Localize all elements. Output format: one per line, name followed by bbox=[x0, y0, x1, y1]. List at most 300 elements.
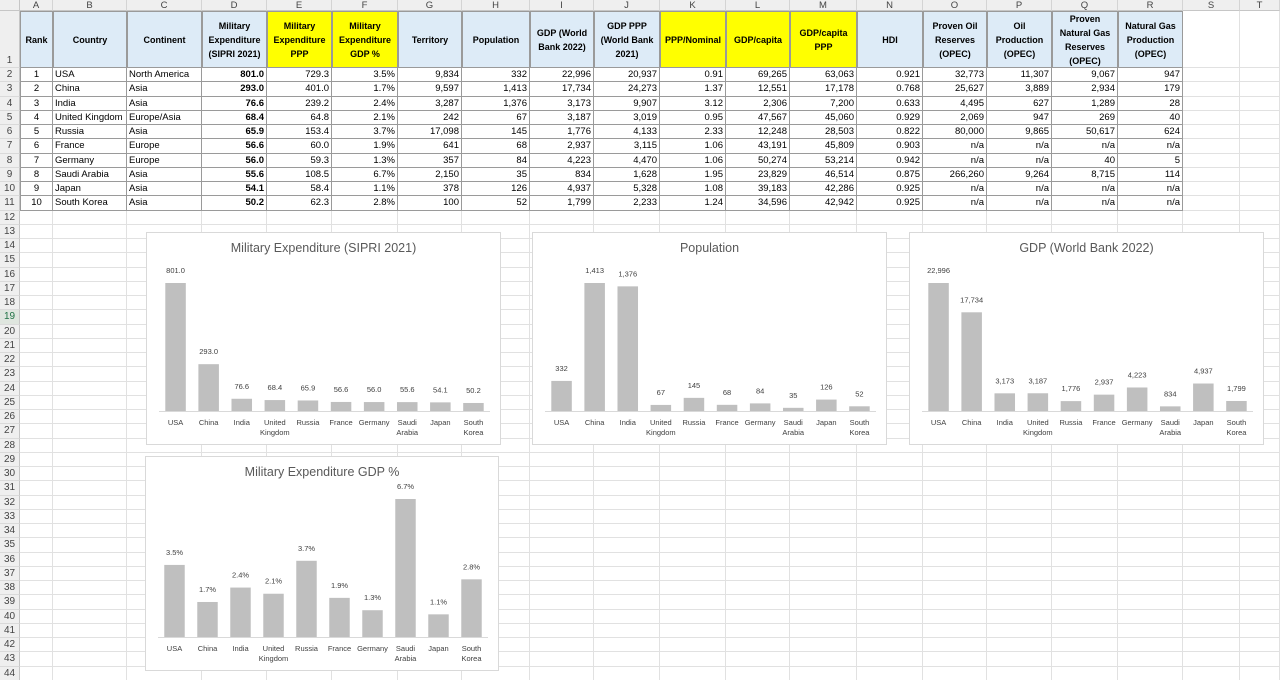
table-cell[interactable]: 293.0 bbox=[202, 82, 267, 96]
bar[interactable] bbox=[230, 588, 250, 637]
row-header[interactable]: 38 bbox=[0, 581, 20, 595]
table-cell[interactable]: 179 bbox=[1118, 82, 1183, 96]
table-cell[interactable]: Asia bbox=[127, 82, 202, 96]
table-cell[interactable]: 76.6 bbox=[202, 97, 267, 111]
row-header[interactable]: 2 bbox=[0, 68, 20, 82]
bar[interactable] bbox=[849, 406, 870, 411]
header-cell[interactable]: Military Expenditure GDP % bbox=[332, 11, 398, 68]
table-cell[interactable]: Asia bbox=[127, 196, 202, 210]
table-cell[interactable]: 54.1 bbox=[202, 182, 267, 196]
table-cell[interactable]: 3.5% bbox=[332, 68, 398, 82]
table-cell[interactable]: 4,495 bbox=[923, 97, 987, 111]
bar[interactable] bbox=[362, 610, 382, 637]
bar[interactable] bbox=[684, 398, 705, 411]
table-cell[interactable]: 43,191 bbox=[726, 139, 790, 153]
row-header[interactable]: 43 bbox=[0, 652, 20, 666]
bar[interactable] bbox=[298, 400, 319, 411]
row-header[interactable]: 23 bbox=[0, 367, 20, 381]
table-cell[interactable]: 100 bbox=[398, 196, 462, 210]
table-cell[interactable]: Japan bbox=[53, 182, 127, 196]
table-cell[interactable]: 3,287 bbox=[398, 97, 462, 111]
table-cell[interactable]: 84 bbox=[462, 154, 530, 168]
table-cell[interactable]: n/a bbox=[987, 154, 1052, 168]
bar[interactable] bbox=[584, 283, 605, 411]
table-cell[interactable]: 12,248 bbox=[726, 125, 790, 139]
header-cell[interactable]: Rank bbox=[20, 11, 53, 68]
table-cell[interactable]: 64.8 bbox=[267, 111, 332, 125]
table-cell[interactable]: 53,214 bbox=[790, 154, 857, 168]
table-cell[interactable]: Asia bbox=[127, 125, 202, 139]
chart-population[interactable] bbox=[532, 232, 887, 445]
table-cell[interactable]: 28,503 bbox=[790, 125, 857, 139]
table-cell[interactable]: 1.9% bbox=[332, 139, 398, 153]
header-cell[interactable]: Military Expenditure (SIPRI 2021) bbox=[202, 11, 267, 68]
table-cell[interactable]: 20,937 bbox=[594, 68, 660, 82]
table-cell[interactable]: 3,115 bbox=[594, 139, 660, 153]
table-cell[interactable]: 46,514 bbox=[790, 168, 857, 182]
table-cell[interactable]: USA bbox=[53, 68, 127, 82]
table-cell[interactable]: Asia bbox=[127, 182, 202, 196]
table-cell[interactable]: 4,937 bbox=[530, 182, 594, 196]
row-header[interactable]: 40 bbox=[0, 610, 20, 624]
select-all-corner[interactable] bbox=[0, 0, 20, 11]
table-cell[interactable]: 12,551 bbox=[726, 82, 790, 96]
table-cell[interactable]: 1,413 bbox=[462, 82, 530, 96]
table-cell[interactable]: 2,306 bbox=[726, 97, 790, 111]
table-cell[interactable]: n/a bbox=[987, 182, 1052, 196]
bar[interactable] bbox=[717, 405, 738, 411]
bar[interactable] bbox=[463, 403, 484, 411]
table-cell[interactable]: 60.0 bbox=[267, 139, 332, 153]
row-header[interactable]: 31 bbox=[0, 481, 20, 495]
table-cell[interactable]: 0.95 bbox=[660, 111, 726, 125]
header-cell[interactable]: Continent bbox=[127, 11, 202, 68]
bar[interactable] bbox=[165, 283, 186, 411]
table-cell[interactable]: 34,596 bbox=[726, 196, 790, 210]
table-cell[interactable]: 3 bbox=[20, 97, 53, 111]
table-cell[interactable]: 3.7% bbox=[332, 125, 398, 139]
table-cell[interactable]: 5 bbox=[20, 125, 53, 139]
bar[interactable] bbox=[617, 286, 638, 411]
column-header[interactable]: E bbox=[267, 0, 332, 11]
table-cell[interactable]: 9,865 bbox=[987, 125, 1052, 139]
bar[interactable] bbox=[430, 402, 451, 411]
header-cell[interactable]: GDP PPP (World Bank 2021) bbox=[594, 11, 660, 68]
table-cell[interactable]: 4 bbox=[20, 111, 53, 125]
table-cell[interactable]: 357 bbox=[398, 154, 462, 168]
header-cell[interactable]: Population bbox=[462, 11, 530, 68]
row-header[interactable]: 44 bbox=[0, 667, 20, 680]
table-cell[interactable]: Saudi Arabia bbox=[53, 168, 127, 182]
table-cell[interactable]: 2,069 bbox=[923, 111, 987, 125]
table-cell[interactable]: Russia bbox=[53, 125, 127, 139]
row-header[interactable]: 41 bbox=[0, 624, 20, 638]
table-cell[interactable]: 0.929 bbox=[857, 111, 923, 125]
bar[interactable] bbox=[1193, 384, 1214, 411]
table-cell[interactable]: 145 bbox=[462, 125, 530, 139]
row-header[interactable]: 39 bbox=[0, 595, 20, 609]
table-cell[interactable]: 6 bbox=[20, 139, 53, 153]
table-cell[interactable]: United Kingdom bbox=[53, 111, 127, 125]
bar[interactable] bbox=[994, 393, 1015, 411]
bar[interactable] bbox=[816, 400, 837, 411]
table-cell[interactable]: 1.06 bbox=[660, 139, 726, 153]
table-cell[interactable]: 947 bbox=[987, 111, 1052, 125]
bar[interactable] bbox=[750, 403, 771, 411]
header-cell[interactable]: HDI bbox=[857, 11, 923, 68]
bar[interactable] bbox=[329, 598, 349, 637]
table-cell[interactable]: 56.0 bbox=[202, 154, 267, 168]
table-cell[interactable]: n/a bbox=[923, 139, 987, 153]
table-cell[interactable]: 11,307 bbox=[987, 68, 1052, 82]
table-cell[interactable]: 0.925 bbox=[857, 196, 923, 210]
table-cell[interactable]: North America bbox=[127, 68, 202, 82]
table-cell[interactable]: 1.1% bbox=[332, 182, 398, 196]
row-header[interactable]: 37 bbox=[0, 567, 20, 581]
table-cell[interactable]: South Korea bbox=[53, 196, 127, 210]
bar[interactable] bbox=[395, 499, 415, 637]
table-cell[interactable]: 65.9 bbox=[202, 125, 267, 139]
row-header[interactable]: 25 bbox=[0, 396, 20, 410]
table-cell[interactable]: 0.925 bbox=[857, 182, 923, 196]
row-header[interactable]: 33 bbox=[0, 510, 20, 524]
table-cell[interactable]: 2,934 bbox=[1052, 82, 1118, 96]
column-header[interactable]: Q bbox=[1052, 0, 1118, 11]
table-cell[interactable]: 58.4 bbox=[267, 182, 332, 196]
row-header[interactable]: 27 bbox=[0, 424, 20, 438]
table-cell[interactable]: 1,799 bbox=[530, 196, 594, 210]
table-cell[interactable]: 1.06 bbox=[660, 154, 726, 168]
table-cell[interactable]: 50,274 bbox=[726, 154, 790, 168]
table-cell[interactable]: 35 bbox=[462, 168, 530, 182]
row-header[interactable]: 28 bbox=[0, 439, 20, 453]
table-cell[interactable]: 32,773 bbox=[923, 68, 987, 82]
table-cell[interactable]: 7 bbox=[20, 154, 53, 168]
bar[interactable] bbox=[263, 594, 283, 637]
row-header[interactable]: 35 bbox=[0, 538, 20, 552]
table-cell[interactable]: 40 bbox=[1118, 111, 1183, 125]
table-cell[interactable]: 9 bbox=[20, 182, 53, 196]
table-cell[interactable]: China bbox=[53, 82, 127, 96]
table-cell[interactable]: 378 bbox=[398, 182, 462, 196]
table-cell[interactable]: n/a bbox=[1052, 139, 1118, 153]
table-cell[interactable]: 1,376 bbox=[462, 97, 530, 111]
table-cell[interactable]: 52 bbox=[462, 196, 530, 210]
table-cell[interactable]: 4,470 bbox=[594, 154, 660, 168]
bar[interactable] bbox=[783, 408, 804, 411]
table-cell[interactable]: India bbox=[53, 97, 127, 111]
bar[interactable] bbox=[197, 602, 217, 637]
table-cell[interactable]: 153.4 bbox=[267, 125, 332, 139]
row-header[interactable]: 5 bbox=[0, 111, 20, 125]
row-header[interactable]: 22 bbox=[0, 353, 20, 367]
table-cell[interactable]: 239.2 bbox=[267, 97, 332, 111]
table-cell[interactable]: n/a bbox=[1118, 139, 1183, 153]
header-cell[interactable]: Military Expenditure PPP bbox=[267, 11, 332, 68]
table-cell[interactable]: 5 bbox=[1118, 154, 1183, 168]
table-cell[interactable]: 25,627 bbox=[923, 82, 987, 96]
table-cell[interactable]: 47,567 bbox=[726, 111, 790, 125]
table-cell[interactable]: n/a bbox=[1118, 182, 1183, 196]
row-header[interactable]: 30 bbox=[0, 467, 20, 481]
table-cell[interactable]: n/a bbox=[987, 196, 1052, 210]
table-cell[interactable]: 0.942 bbox=[857, 154, 923, 168]
table-cell[interactable]: 2.1% bbox=[332, 111, 398, 125]
table-cell[interactable]: Europe bbox=[127, 139, 202, 153]
bar[interactable] bbox=[1160, 406, 1181, 411]
table-cell[interactable]: 10 bbox=[20, 196, 53, 210]
column-header[interactable]: R bbox=[1118, 0, 1183, 11]
table-cell[interactable]: 9,597 bbox=[398, 82, 462, 96]
table-cell[interactable]: Europe/Asia bbox=[127, 111, 202, 125]
table-cell[interactable]: 50.2 bbox=[202, 196, 267, 210]
bar[interactable] bbox=[364, 402, 385, 411]
table-cell[interactable]: 269 bbox=[1052, 111, 1118, 125]
table-cell[interactable]: 0.875 bbox=[857, 168, 923, 182]
table-cell[interactable]: Asia bbox=[127, 168, 202, 182]
table-cell[interactable]: 1.3% bbox=[332, 154, 398, 168]
table-cell[interactable]: 50,617 bbox=[1052, 125, 1118, 139]
table-cell[interactable]: 1,628 bbox=[594, 168, 660, 182]
table-cell[interactable]: 55.6 bbox=[202, 168, 267, 182]
table-cell[interactable]: 42,286 bbox=[790, 182, 857, 196]
table-cell[interactable]: 17,734 bbox=[530, 82, 594, 96]
bar[interactable] bbox=[164, 565, 184, 637]
table-cell[interactable]: 947 bbox=[1118, 68, 1183, 82]
row-header[interactable]: 6 bbox=[0, 125, 20, 139]
table-cell[interactable]: 68 bbox=[462, 139, 530, 153]
row-header[interactable]: 9 bbox=[0, 168, 20, 182]
table-cell[interactable]: 6.7% bbox=[332, 168, 398, 182]
row-header[interactable]: 14 bbox=[0, 239, 20, 253]
column-header[interactable]: H bbox=[462, 0, 530, 11]
table-cell[interactable]: 641 bbox=[398, 139, 462, 153]
table-cell[interactable]: n/a bbox=[1052, 196, 1118, 210]
column-header[interactable]: F bbox=[332, 0, 398, 11]
table-cell[interactable]: 729.3 bbox=[267, 68, 332, 82]
table-cell[interactable]: 69,265 bbox=[726, 68, 790, 82]
header-cell[interactable]: GDP/capita bbox=[726, 11, 790, 68]
table-cell[interactable]: 1.7% bbox=[332, 82, 398, 96]
table-cell[interactable]: 80,000 bbox=[923, 125, 987, 139]
column-header[interactable]: G bbox=[398, 0, 462, 11]
column-header[interactable]: N bbox=[857, 0, 923, 11]
table-cell[interactable]: 0.91 bbox=[660, 68, 726, 82]
table-cell[interactable]: 45,809 bbox=[790, 139, 857, 153]
table-cell[interactable]: 801.0 bbox=[202, 68, 267, 82]
header-cell[interactable]: Natural Gas Production (OPEC) bbox=[1118, 11, 1183, 68]
table-cell[interactable]: 3.12 bbox=[660, 97, 726, 111]
bar[interactable] bbox=[331, 402, 352, 411]
column-header[interactable]: O bbox=[923, 0, 987, 11]
bar[interactable] bbox=[198, 364, 219, 411]
table-cell[interactable]: 42,942 bbox=[790, 196, 857, 210]
header-cell[interactable]: Country bbox=[53, 11, 127, 68]
table-cell[interactable]: 9,264 bbox=[987, 168, 1052, 182]
table-cell[interactable]: 627 bbox=[987, 97, 1052, 111]
row-header[interactable]: 21 bbox=[0, 339, 20, 353]
bar[interactable] bbox=[231, 399, 252, 411]
row-header[interactable]: 20 bbox=[0, 325, 20, 339]
header-cell[interactable]: Proven Natural Gas Reserves (OPEC) bbox=[1052, 11, 1118, 68]
table-cell[interactable]: 1,289 bbox=[1052, 97, 1118, 111]
table-cell[interactable]: 3,889 bbox=[987, 82, 1052, 96]
table-cell[interactable]: 114 bbox=[1118, 168, 1183, 182]
table-cell[interactable]: Germany bbox=[53, 154, 127, 168]
table-cell[interactable]: 3,173 bbox=[530, 97, 594, 111]
table-cell[interactable]: 23,829 bbox=[726, 168, 790, 182]
table-cell[interactable]: n/a bbox=[923, 196, 987, 210]
row-header[interactable]: 10 bbox=[0, 182, 20, 196]
bar[interactable] bbox=[265, 400, 286, 411]
row-header[interactable]: 32 bbox=[0, 496, 20, 510]
table-cell[interactable]: 24,273 bbox=[594, 82, 660, 96]
table-cell[interactable]: 5,328 bbox=[594, 182, 660, 196]
table-cell[interactable]: 624 bbox=[1118, 125, 1183, 139]
table-cell[interactable]: n/a bbox=[1052, 182, 1118, 196]
column-header[interactable]: S bbox=[1183, 0, 1240, 11]
bar[interactable] bbox=[928, 283, 949, 411]
table-cell[interactable]: 9,067 bbox=[1052, 68, 1118, 82]
chart-military-gdp-percent[interactable] bbox=[145, 456, 499, 671]
header-cell[interactable]: Oil Production (OPEC) bbox=[987, 11, 1052, 68]
column-header[interactable]: B bbox=[53, 0, 127, 11]
table-cell[interactable]: n/a bbox=[987, 139, 1052, 153]
table-cell[interactable]: 63,063 bbox=[790, 68, 857, 82]
table-cell[interactable]: 0.822 bbox=[857, 125, 923, 139]
table-cell[interactable]: 401.0 bbox=[267, 82, 332, 96]
table-cell[interactable]: 17,098 bbox=[398, 125, 462, 139]
row-header[interactable]: 42 bbox=[0, 638, 20, 652]
bar[interactable] bbox=[1226, 401, 1247, 411]
header-cell[interactable]: Territory bbox=[398, 11, 462, 68]
table-cell[interactable]: 62.3 bbox=[267, 196, 332, 210]
table-cell[interactable]: 1.95 bbox=[660, 168, 726, 182]
row-header[interactable]: 12 bbox=[0, 211, 20, 225]
table-cell[interactable]: 3,187 bbox=[530, 111, 594, 125]
table-cell[interactable]: 1 bbox=[20, 68, 53, 82]
table-cell[interactable]: 266,260 bbox=[923, 168, 987, 182]
column-header[interactable]: T bbox=[1240, 0, 1280, 11]
bar[interactable] bbox=[1028, 393, 1049, 411]
row-header[interactable]: 8 bbox=[0, 154, 20, 168]
row-header[interactable]: 18 bbox=[0, 296, 20, 310]
header-cell[interactable]: GDP (World Bank 2022) bbox=[530, 11, 594, 68]
table-cell[interactable]: 2.33 bbox=[660, 125, 726, 139]
header-cell[interactable]: Proven Oil Reserves (OPEC) bbox=[923, 11, 987, 68]
table-cell[interactable]: 2,233 bbox=[594, 196, 660, 210]
table-cell[interactable]: 28 bbox=[1118, 97, 1183, 111]
bar[interactable] bbox=[296, 561, 316, 637]
bar[interactable] bbox=[651, 405, 672, 411]
row-header[interactable]: 3 bbox=[0, 82, 20, 96]
table-cell[interactable]: 2 bbox=[20, 82, 53, 96]
table-cell[interactable]: 0.768 bbox=[857, 82, 923, 96]
table-cell[interactable]: Europe bbox=[127, 154, 202, 168]
table-cell[interactable]: 68.4 bbox=[202, 111, 267, 125]
row-header[interactable]: 26 bbox=[0, 410, 20, 424]
column-header[interactable]: I bbox=[530, 0, 594, 11]
table-cell[interactable]: 126 bbox=[462, 182, 530, 196]
table-cell[interactable]: Asia bbox=[127, 97, 202, 111]
column-header[interactable]: K bbox=[660, 0, 726, 11]
row-header[interactable]: 29 bbox=[0, 453, 20, 467]
row-header[interactable]: 11 bbox=[0, 196, 20, 210]
column-header[interactable]: D bbox=[202, 0, 267, 11]
bar[interactable] bbox=[1094, 395, 1115, 411]
row-header[interactable]: 34 bbox=[0, 524, 20, 538]
row-header[interactable]: 13 bbox=[0, 225, 20, 239]
table-cell[interactable]: 59.3 bbox=[267, 154, 332, 168]
bar[interactable] bbox=[961, 312, 982, 411]
table-cell[interactable]: n/a bbox=[923, 154, 987, 168]
table-cell[interactable]: n/a bbox=[1118, 196, 1183, 210]
table-cell[interactable]: 9,907 bbox=[594, 97, 660, 111]
row-header[interactable]: 36 bbox=[0, 553, 20, 567]
row-header[interactable]: 7 bbox=[0, 139, 20, 153]
table-cell[interactable]: France bbox=[53, 139, 127, 153]
row-header[interactable]: 1 bbox=[0, 11, 20, 68]
table-cell[interactable]: n/a bbox=[923, 182, 987, 196]
table-cell[interactable]: 242 bbox=[398, 111, 462, 125]
table-cell[interactable]: 332 bbox=[462, 68, 530, 82]
chart-military-expenditure[interactable] bbox=[146, 232, 501, 445]
table-cell[interactable]: 17,178 bbox=[790, 82, 857, 96]
table-cell[interactable]: 8 bbox=[20, 168, 53, 182]
bar[interactable] bbox=[551, 381, 572, 411]
column-header[interactable]: M bbox=[790, 0, 857, 11]
header-cell[interactable]: PPP/Nominal bbox=[660, 11, 726, 68]
table-cell[interactable]: 4,223 bbox=[530, 154, 594, 168]
table-cell[interactable]: 0.921 bbox=[857, 68, 923, 82]
row-header[interactable]: 24 bbox=[0, 382, 20, 396]
column-header[interactable]: P bbox=[987, 0, 1052, 11]
column-header[interactable]: L bbox=[726, 0, 790, 11]
table-cell[interactable]: 0.633 bbox=[857, 97, 923, 111]
table-cell[interactable]: 7,200 bbox=[790, 97, 857, 111]
table-cell[interactable]: 0.903 bbox=[857, 139, 923, 153]
column-header[interactable]: J bbox=[594, 0, 660, 11]
bar[interactable] bbox=[397, 402, 418, 411]
table-cell[interactable]: 108.5 bbox=[267, 168, 332, 182]
table-cell[interactable]: 39,183 bbox=[726, 182, 790, 196]
table-cell[interactable]: 1.37 bbox=[660, 82, 726, 96]
row-header[interactable]: 16 bbox=[0, 268, 20, 282]
bar[interactable] bbox=[1127, 387, 1148, 411]
table-cell[interactable]: 1.08 bbox=[660, 182, 726, 196]
chart-gdp[interactable] bbox=[909, 232, 1264, 445]
bar[interactable] bbox=[1061, 401, 1082, 411]
row-header[interactable]: 15 bbox=[0, 253, 20, 267]
row-header[interactable]: 19 bbox=[0, 310, 20, 324]
table-cell[interactable]: 2.4% bbox=[332, 97, 398, 111]
table-cell[interactable]: 45,060 bbox=[790, 111, 857, 125]
table-cell[interactable]: 22,996 bbox=[530, 68, 594, 82]
table-cell[interactable]: 1.24 bbox=[660, 196, 726, 210]
table-cell[interactable]: 9,834 bbox=[398, 68, 462, 82]
table-cell[interactable]: 1,776 bbox=[530, 125, 594, 139]
table-cell[interactable]: 8,715 bbox=[1052, 168, 1118, 182]
bar[interactable] bbox=[461, 579, 481, 637]
table-cell[interactable]: 40 bbox=[1052, 154, 1118, 168]
column-header[interactable]: C bbox=[127, 0, 202, 11]
table-cell[interactable]: 2,150 bbox=[398, 168, 462, 182]
column-header[interactable]: A bbox=[20, 0, 53, 11]
table-cell[interactable]: 4,133 bbox=[594, 125, 660, 139]
table-cell[interactable]: 67 bbox=[462, 111, 530, 125]
row-header[interactable]: 17 bbox=[0, 282, 20, 296]
table-cell[interactable]: 3,019 bbox=[594, 111, 660, 125]
